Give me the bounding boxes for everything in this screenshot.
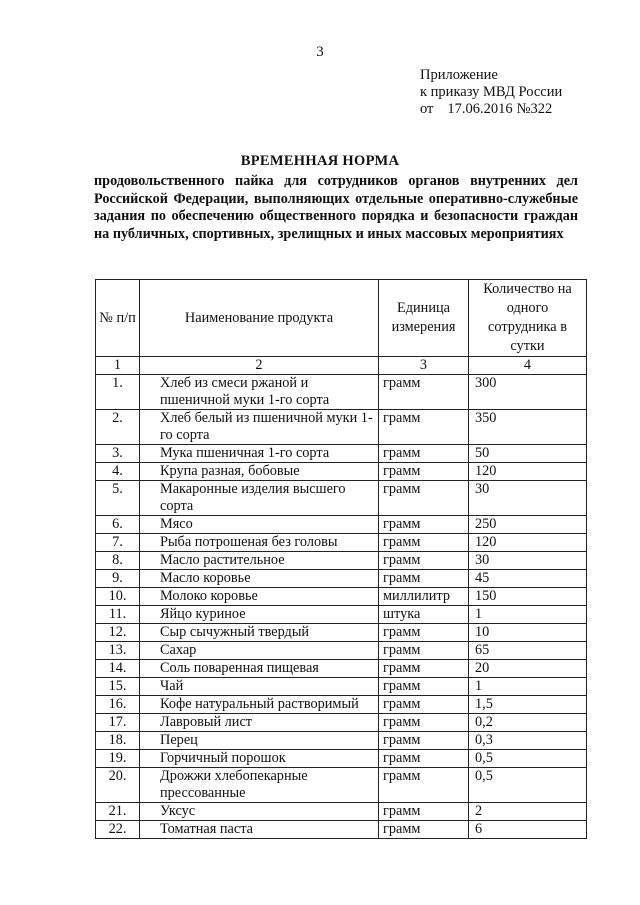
quantity-per-day: 0,2 [469,714,587,732]
unit-of-measure: грамм [379,768,469,803]
table-row [96,624,587,642]
unit-of-measure: штука [379,606,469,624]
unit-of-measure: грамм [379,624,469,642]
appendix-order-ref: к приказу МВД России [420,84,563,100]
quantity-per-day: 150 [469,588,587,606]
quantity-per-day: 0,5 [469,750,587,768]
unit-of-measure: грамм [379,678,469,696]
unit-of-measure: грамм [379,821,469,839]
table-row [96,732,587,750]
row-number: 3. [96,445,140,463]
row-number: 19. [96,750,140,768]
quantity-per-day: 50 [469,445,587,463]
product-name: Масло коровье [140,570,379,588]
row-number: 11. [96,606,140,624]
table-row [96,552,587,570]
product-name: Крупа разная, бобовые [140,463,379,481]
row-number: 20. [96,768,140,803]
appendix-order-date-line [420,101,562,118]
quantity-per-day: 120 [469,463,587,481]
appendix-order-number: №322 [516,101,553,117]
row-number: 15. [96,678,140,696]
row-number: 21. [96,803,140,821]
row-number: 12. [96,624,140,642]
unit-of-measure: грамм [379,410,469,445]
unit-of-measure: грамм [379,696,469,714]
column-number-row [96,357,587,375]
unit-of-measure: грамм [379,642,469,660]
table-row [96,821,587,839]
row-number: 22. [96,821,140,839]
unit-of-measure: грамм [379,481,469,516]
product-name: Уксус [140,803,379,821]
row-number: 14. [96,660,140,678]
unit-of-measure: грамм [379,534,469,552]
product-name: Масло растительное [140,552,379,570]
product-name: Горчичный порошок [140,750,379,768]
table-row [96,642,587,660]
row-number: 5. [96,481,140,516]
product-name: Дрожжи хлебопекарные прессованные [140,768,379,803]
column-number: 3 [379,357,469,375]
table-row [96,803,587,821]
table-row [96,445,587,463]
quantity-per-day: 65 [469,642,587,660]
table-header-row [96,280,587,357]
quantity-per-day: 250 [469,516,587,534]
quantity-per-day: 0,5 [469,768,587,803]
column-number: 1 [96,357,140,375]
quantity-per-day: 20 [469,660,587,678]
quantity-per-day: 350 [469,410,587,445]
quantity-per-day: 10 [469,624,587,642]
unit-of-measure: грамм [379,732,469,750]
unit-of-measure: грамм [379,375,469,410]
row-number: 16. [96,696,140,714]
document-title: ВРЕМЕННАЯ НОРМА [240,153,400,169]
quantity-per-day: 6 [469,821,587,839]
product-name: Перец [140,732,379,750]
quantity-per-day: 300 [469,375,587,410]
table-row [96,588,587,606]
row-number: 13. [96,642,140,660]
appendix-block [420,67,562,118]
unit-of-measure: миллилитр [379,588,469,606]
quantity-per-day: 120 [469,534,587,552]
product-name: Хлеб из смеси ржаной и пшеничной муки 1-го сорта [140,375,379,410]
appendix-date: 17.06.2016 [447,101,513,117]
table-row [96,375,587,410]
page-number: 3 [316,44,324,60]
table-row [96,410,587,445]
product-name: Чай [140,678,379,696]
row-number: 9. [96,570,140,588]
quantity-per-day: 1 [469,678,587,696]
quantity-per-day: 45 [469,570,587,588]
product-name: Сыр сычужный твердый [140,624,379,642]
row-number: 10. [96,588,140,606]
row-number: 17. [96,714,140,732]
table-row [96,768,587,803]
document-subtitle: продовольственного пайка для сотрудников органов внутренних дел Российской Федерации, выполняющих отдельные оперативно-служебные задания по обеспечению общественного порядка и безопасности граждан на публичных, спортивных, зрелищных и иных массовых мероприятиях [94,173,578,242]
unit-of-measure: грамм [379,660,469,678]
product-name: Кофе натуральный растворимый [140,696,379,714]
product-name: Томатная паста [140,821,379,839]
unit-of-measure: грамм [379,516,469,534]
table-row [96,481,587,516]
product-name: Молоко коровье [140,588,379,606]
table-row [96,606,587,624]
unit-of-measure: грамм [379,552,469,570]
header-product-name: Наименование продукта [140,280,379,357]
table-row [96,660,587,678]
table-body [96,375,587,839]
table-row [96,678,587,696]
row-number: 18. [96,732,140,750]
appendix-date-prefix: от [420,101,434,117]
unit-of-measure: грамм [379,803,469,821]
product-name: Рыба потрошеная без головы [140,534,379,552]
table-row [96,516,587,534]
unit-of-measure: грамм [379,463,469,481]
unit-of-measure: грамм [379,750,469,768]
product-name: Мука пшеничная 1-го сорта [140,445,379,463]
ration-norm-table [95,279,587,839]
header-unit: Единица измерения [379,280,469,357]
quantity-per-day: 1,5 [469,696,587,714]
column-number: 2 [140,357,379,375]
table-row [96,570,587,588]
product-name: Сахар [140,642,379,660]
row-number: 4. [96,463,140,481]
quantity-per-day: 30 [469,481,587,516]
unit-of-measure: грамм [379,714,469,732]
table-row [96,534,587,552]
header-number: № п/п [96,280,140,357]
product-name: Макаронные изделия высшего сорта [140,481,379,516]
product-name: Яйцо куриное [140,606,379,624]
quantity-per-day: 1 [469,606,587,624]
table-row [96,696,587,714]
quantity-per-day: 2 [469,803,587,821]
product-name: Хлеб белый из пшеничной муки 1-го сорта [140,410,379,445]
product-name: Мясо [140,516,379,534]
row-number: 8. [96,552,140,570]
row-number: 2. [96,410,140,445]
column-number: 4 [469,357,587,375]
row-number: 7. [96,534,140,552]
quantity-per-day: 0,3 [469,732,587,750]
row-number: 1. [96,375,140,410]
appendix-label: Приложение [420,67,498,83]
table-row [96,750,587,768]
row-number: 6. [96,516,140,534]
header-quantity: Количество на одного сотрудника в сутки [469,280,587,357]
product-name: Лавровый лист [140,714,379,732]
table-row [96,714,587,732]
product-name: Соль поваренная пищевая [140,660,379,678]
table-row [96,463,587,481]
unit-of-measure: грамм [379,445,469,463]
quantity-per-day: 30 [469,552,587,570]
unit-of-measure: грамм [379,570,469,588]
